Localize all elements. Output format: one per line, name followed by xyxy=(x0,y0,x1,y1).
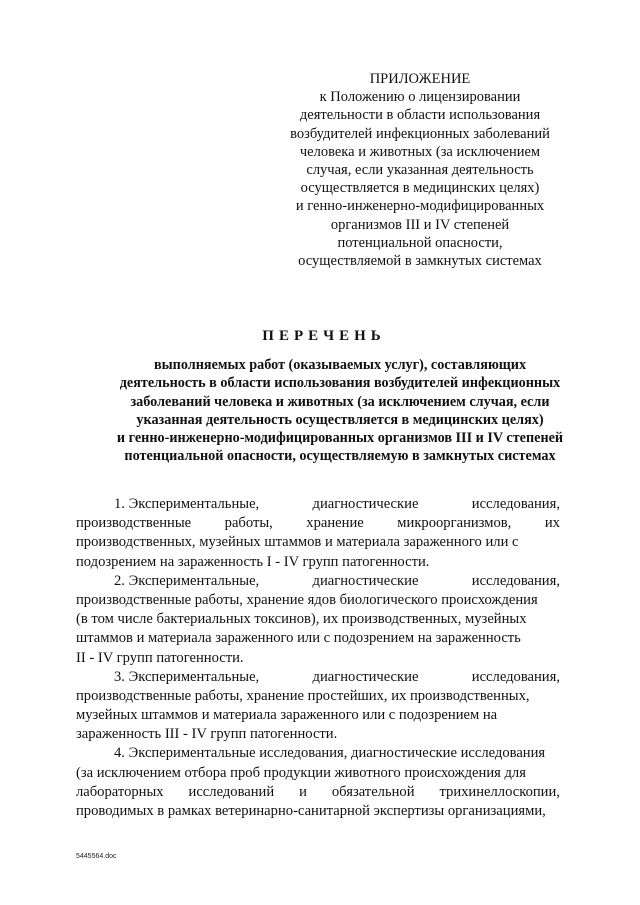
appendix-line: и генно-инженерно-модифицированных xyxy=(295,198,545,215)
appendix-line: осуществляется в медицинских целях) xyxy=(300,180,540,197)
item-line: производственных, музейных штаммов и материала зараженного или с xyxy=(76,534,519,551)
item-word: исследований xyxy=(188,783,275,800)
item-word: 3. Экспериментальные, xyxy=(114,668,260,685)
list-subtitle-line: указанная деятельность осуществляется в медицинских целях) xyxy=(136,411,544,428)
item-word: диагностические xyxy=(312,572,419,589)
item-word: исследования, xyxy=(471,496,560,512)
item-word: и xyxy=(299,783,307,800)
item-word: их xyxy=(544,515,560,532)
item-line: музейных штаммов и материала зараженного или с подозрением на xyxy=(76,707,498,724)
item-first-line xyxy=(76,668,560,687)
appendix-block xyxy=(265,70,575,270)
body-text xyxy=(76,495,560,821)
appendix-lines xyxy=(265,88,575,270)
list-subtitle-line: потенциальной опасности, осуществляемую в замкнутых системах xyxy=(124,448,556,465)
item-line xyxy=(76,514,560,533)
item-word: обязательной xyxy=(331,783,415,800)
item-first-line xyxy=(76,495,560,514)
list-subtitle-line: деятельность в области использования возбудителей инфекционных xyxy=(119,375,561,392)
item-line: производственные работы, хранение простейших, их производственных, xyxy=(76,687,530,704)
appendix-line: человека и животных (за исключением xyxy=(299,143,541,160)
appendix-line: потенциальной опасности, xyxy=(337,234,503,251)
list-subtitle xyxy=(60,356,620,466)
item-first-line xyxy=(76,744,560,763)
item-word: 1. Экспериментальные, xyxy=(114,496,260,512)
appendix-heading: ПРИЛОЖЕНИЕ xyxy=(369,71,471,87)
item-line: проводимых в рамках ветеринарно-санитарной экспертизы организациями, xyxy=(76,803,546,819)
item-word: хранение xyxy=(306,515,364,532)
item-word: исследования, xyxy=(471,572,560,589)
list-subtitle-line: выполняемых работ (оказываемых услуг), составляющих xyxy=(153,357,527,373)
list-item xyxy=(76,495,560,572)
item-line xyxy=(76,783,560,802)
item-word: 4. Экспериментальные исследования, диагностические исследования xyxy=(114,745,546,762)
item-first-line xyxy=(76,572,560,591)
item-word: производственные xyxy=(76,515,192,532)
footer-filename: 5445564.doc xyxy=(76,853,117,860)
list-item xyxy=(76,572,560,668)
appendix-line: деятельности в области использования xyxy=(299,107,541,124)
item-word: трихинеллоскопии, xyxy=(439,783,560,800)
item-line: подозрением на зараженность I - IV групп патогенности. xyxy=(76,553,430,570)
item-line: производственные работы, хранение ядов биологического происхождения xyxy=(76,591,538,608)
appendix-line: возбудителей инфекционных заболеваний xyxy=(290,125,550,142)
appendix-line: случая, если указанная деятельность xyxy=(306,162,534,179)
item-word: лабораторных xyxy=(76,783,164,800)
item-word: работы, xyxy=(224,515,273,532)
list-subtitle-line: и генно-инженерно-модифицированных организмов III и IV степеней xyxy=(116,430,564,447)
appendix-line: осуществляемой в замкнутых системах xyxy=(298,253,542,270)
item-line: II - IV групп патогенности. xyxy=(76,649,244,666)
item-word: микроорганизмов, xyxy=(397,515,512,532)
item-word: диагностические xyxy=(312,496,419,512)
item-line: зараженность III - IV групп патогенности. xyxy=(76,726,338,743)
item-word: диагностические xyxy=(312,668,419,685)
item-line: (за исключением отбора проб продукции животного происхождения для xyxy=(76,764,526,781)
appendix-line: к Положению о лицензировании xyxy=(319,89,521,106)
list-item xyxy=(76,668,560,745)
appendix-line: организмов III и IV степеней xyxy=(330,216,510,233)
list-item xyxy=(76,744,560,821)
item-word: 2. Экспериментальные, xyxy=(114,572,260,589)
list-title: ПЕРЕЧЕНЬ xyxy=(262,328,386,344)
item-line: штаммов и материала зараженного или с подозрением на зараженность xyxy=(76,630,521,647)
list-subtitle-line: заболеваний человека и животных (за исключением случая, если xyxy=(130,393,550,410)
item-line: (в том числе бактериальных токсинов), их производственных, музейных xyxy=(76,611,527,628)
item-word: исследования, xyxy=(471,668,560,685)
